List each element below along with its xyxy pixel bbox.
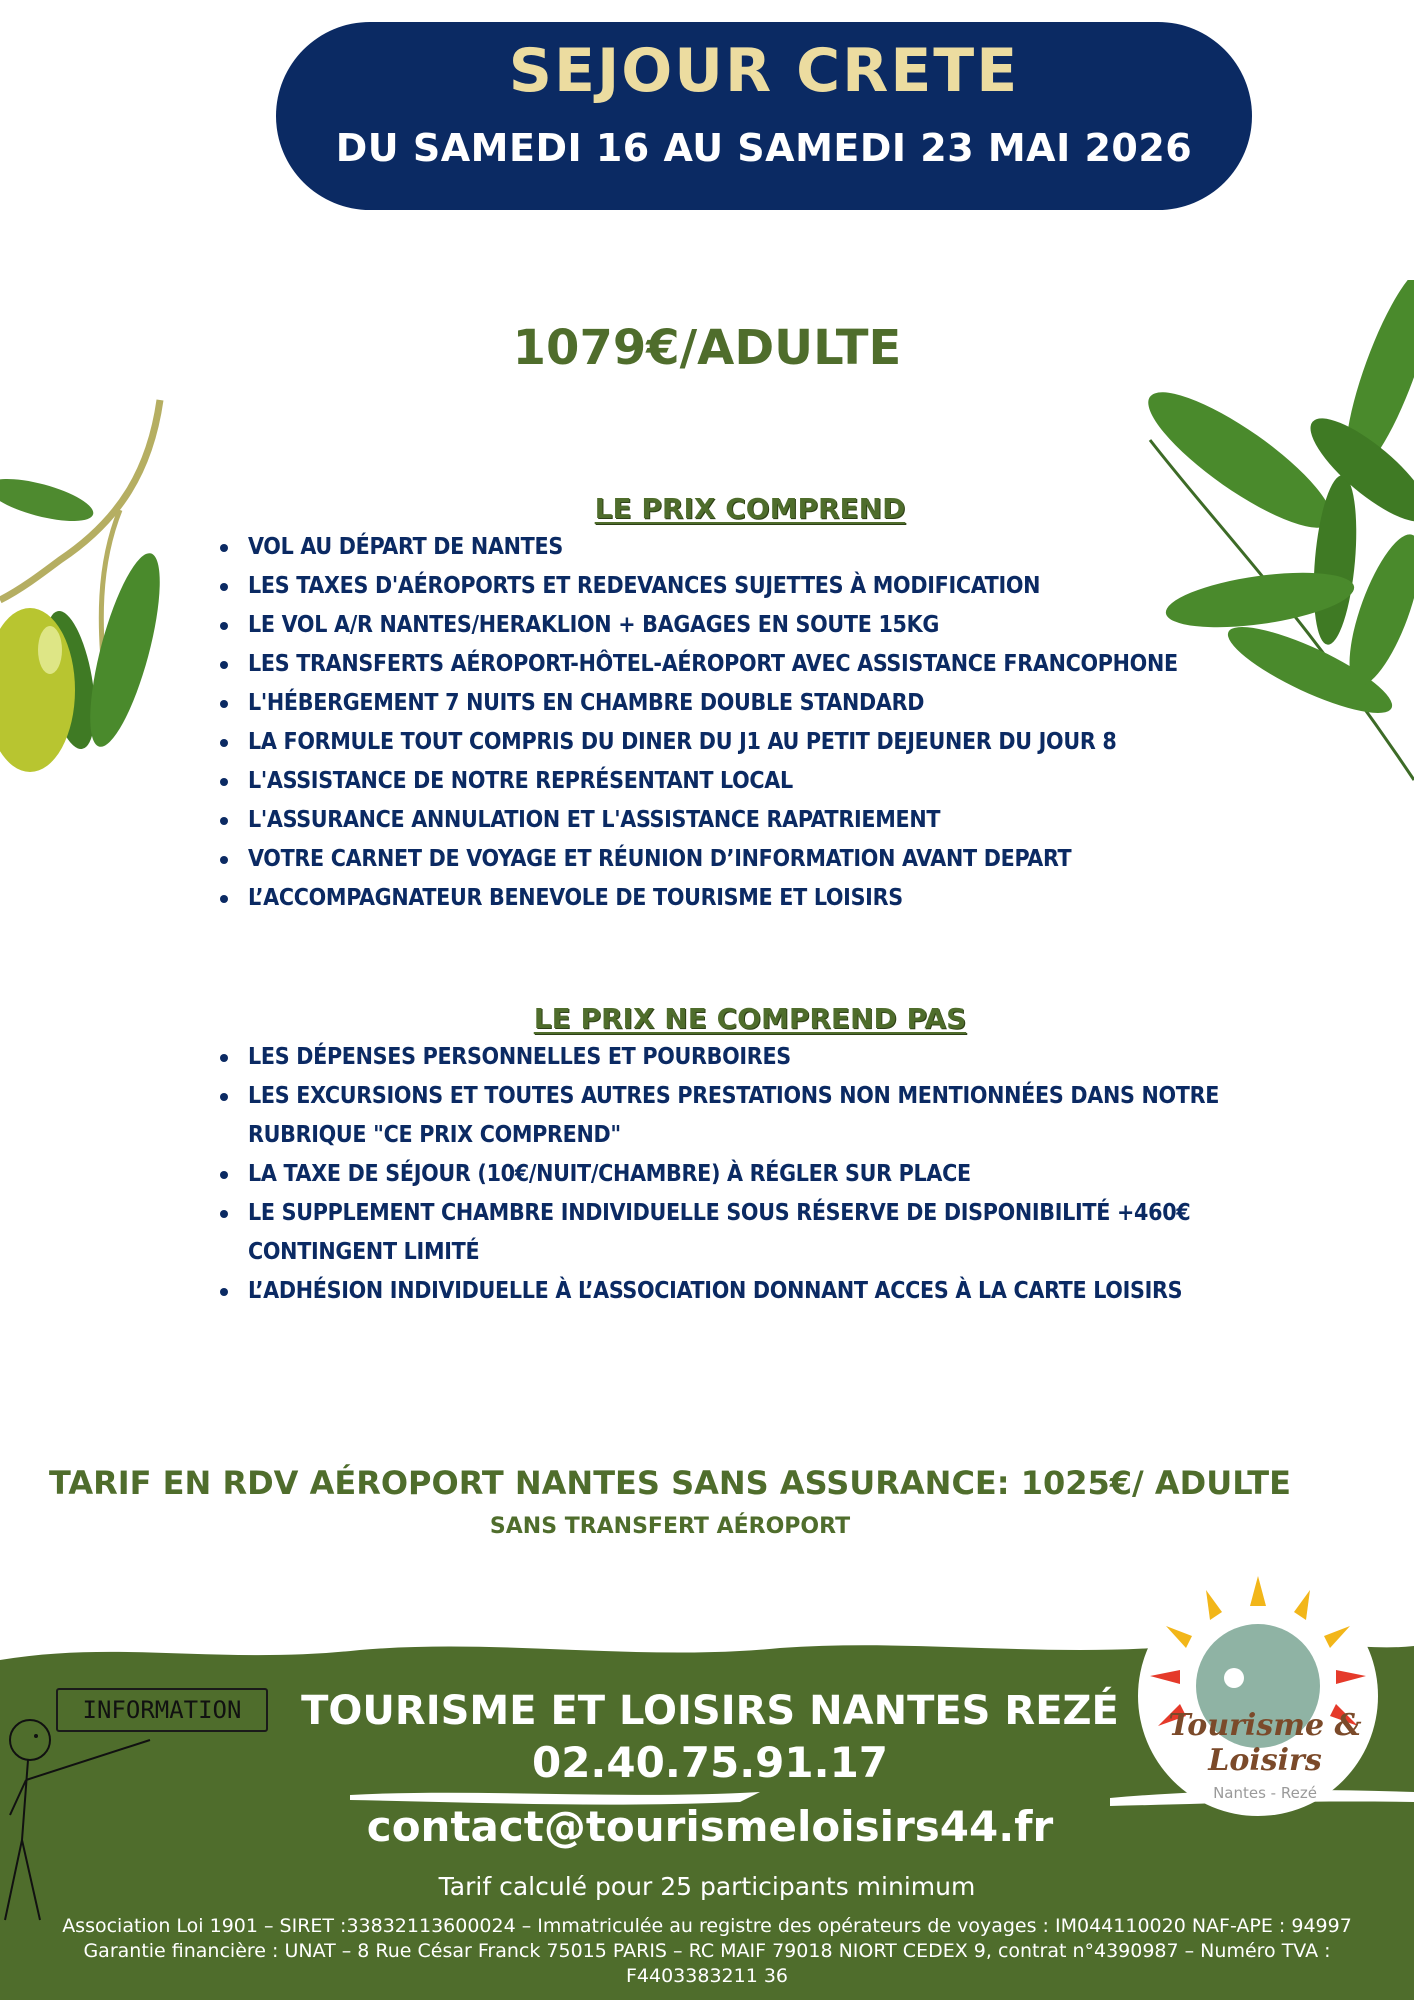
- price-per-adult: 1079€/ADULTE: [512, 320, 902, 376]
- list-item: L'ASSISTANCE DE NOTRE REPRÉSENTANT LOCAL: [218, 762, 1238, 801]
- header-banner: [276, 22, 1252, 210]
- participants-note: Tarif calculé pour 25 participants minimum: [438, 1872, 976, 1901]
- excluded-list: [218, 1038, 1238, 1311]
- page-title: SEJOUR CRETE: [508, 36, 1020, 106]
- excluded-section-title: LE PRIX NE COMPREND PAS: [533, 1002, 967, 1035]
- list-item: L’ACCOMPAGNATEUR BENEVOLE DE TOURISME ET LOISIRS: [218, 879, 1238, 918]
- airport-tarif: TARIF EN RDV AÉROPORT NANTES SANS ASSURANCE: 1025€/ ADULTE: [49, 1464, 1291, 1502]
- list-item: L’ADHÉSION INDIVIDUELLE À L’ASSOCIATION DONNANT ACCES À LA CARTE LOISIRS: [218, 1272, 1238, 1311]
- list-item: LES TRANSFERTS AÉROPORT-HÔTEL-AÉROPORT AVEC ASSISTANCE FRANCOPHONE: [218, 645, 1238, 684]
- contact-email[interactable]: contact@tourismeloisirs44.fr: [366, 1802, 1054, 1851]
- list-item: LA TAXE DE SÉJOUR (10€/NUIT/CHAMBRE) À RÉGLER SUR PLACE: [218, 1155, 1238, 1194]
- legal-line: Association Loi 1901 – SIRET :33832113600024 – Immatriculée au registre des opérateurs de voyages : IM044110020 NAF-APE : 94997: [62, 1915, 1352, 1937]
- legal-line: F4403383211 36: [625, 1965, 789, 1987]
- list-item: LES DÉPENSES PERSONNELLES ET POURBOIRES: [218, 1038, 1238, 1077]
- list-item: LES EXCURSIONS ET TOUTES AUTRES PRESTATIONS NON MENTIONNÉES DANS NOTRE RUBRIQUE "CE PRIX COMPREND": [218, 1077, 1238, 1155]
- list-item: LES TAXES D'AÉROPORTS ET REDEVANCES SUJETTES À MODIFICATION: [218, 567, 1238, 606]
- legal-notice: [20, 1914, 1394, 1989]
- legal-line: Garantie financière : UNAT – 8 Rue César Franck 75015 PARIS – RC MAIF 79018 NIORT CEDEX 9, contrat n°4390987 – Numéro TVA :: [83, 1940, 1331, 1962]
- included-list: [218, 528, 1238, 918]
- list-item: VOTRE CARNET DE VOYAGE ET RÉUNION D’INFORMATION AVANT DEPART: [218, 840, 1238, 879]
- logo-location: Nantes - Rezé: [1213, 1784, 1317, 1802]
- list-item: L'ASSURANCE ANNULATION ET L'ASSISTANCE RAPATRIEMENT: [218, 801, 1238, 840]
- list-item: L'HÉBERGEMENT 7 NUITS EN CHAMBRE DOUBLE STANDARD: [218, 684, 1238, 723]
- logo-wordmark: Tourisme & Loisirs: [1168, 1708, 1362, 1778]
- airport-tarif-note: SANS TRANSFERT AÉROPORT: [489, 1514, 851, 1539]
- included-section-title: LE PRIX COMPREND: [594, 492, 906, 525]
- information-sign: INFORMATION: [56, 1688, 268, 1732]
- olive-branch-left-illustration: [0, 390, 180, 790]
- list-item: LE SUPPLEMENT CHAMBRE INDIVIDUELLE SOUS RÉSERVE DE DISPONIBILITÉ +460€ CONTINGENT LIMITÉ: [218, 1194, 1238, 1272]
- phone-number: 02.40.75.91.17: [531, 1738, 889, 1787]
- list-item: LA FORMULE TOUT COMPRIS DU DINER DU J1 AU PETIT DEJEUNER DU JOUR 8: [218, 723, 1238, 762]
- page-subtitle-dates: DU SAMEDI 16 AU SAMEDI 23 MAI 2026: [335, 126, 1193, 170]
- organization-name: TOURISME ET LOISIRS NANTES REZÉ: [301, 1688, 1119, 1734]
- list-item: VOL AU DÉPART DE NANTES: [218, 528, 1238, 567]
- list-item: LE VOL A/R NANTES/HERAKLION + BAGAGES EN SOUTE 15KG: [218, 606, 1238, 645]
